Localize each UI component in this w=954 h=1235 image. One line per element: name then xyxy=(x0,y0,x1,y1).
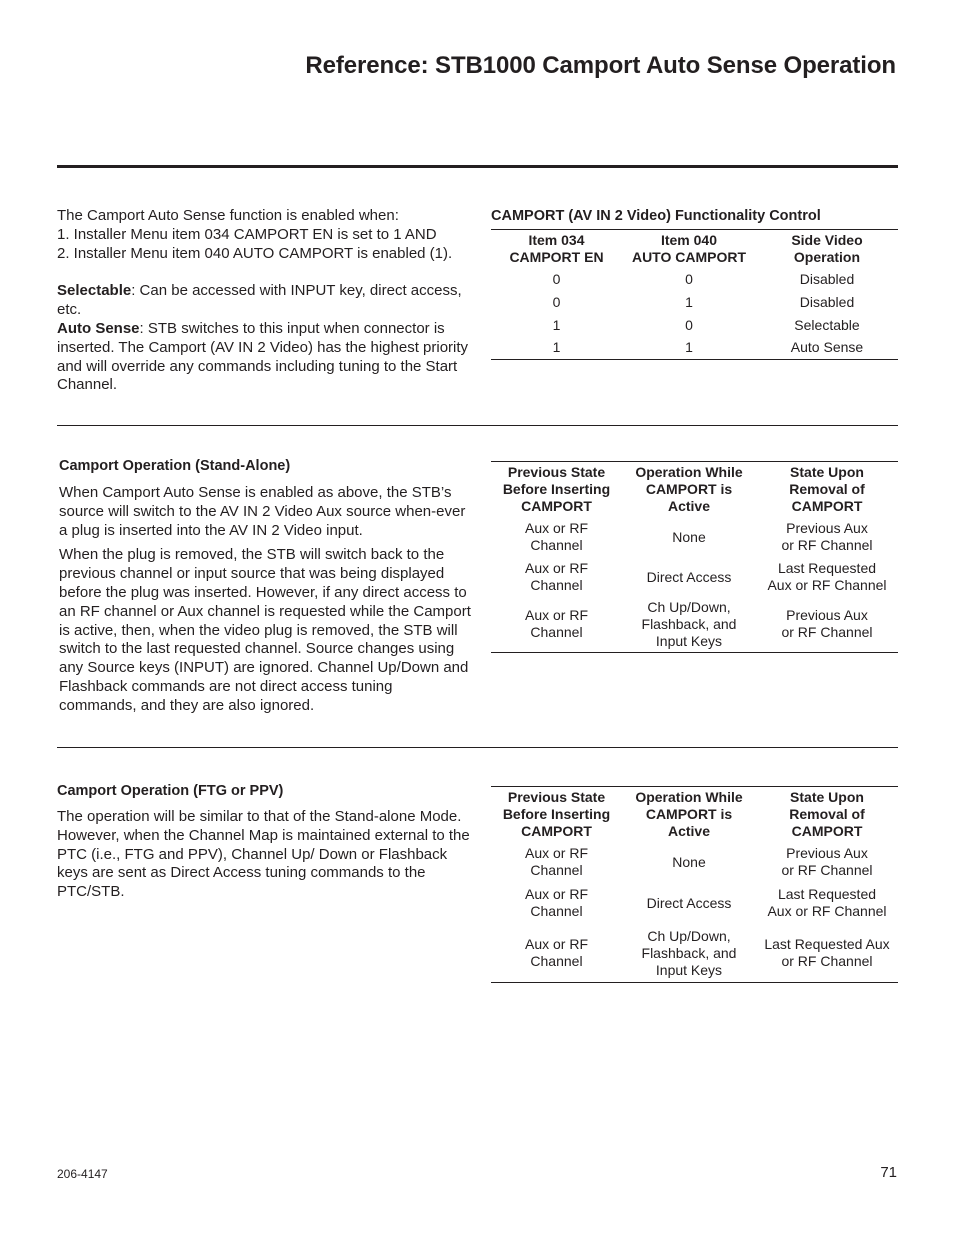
standalone-paragraph: When the plug is removed, the STB will switch back to the previous channel or input source that was being displayed before the plug was inserted. However, if any direct access to an RF channel or Aux channel is requested while the Camport is active, then, when the video plug is removed, the STB will switch to the last requested channel. Source changes using any Source keys (INPUT) are ignored. Channel Up/Down and Flashback commands are not direct access tuning commands, and they are also ignored. xyxy=(59,546,471,714)
table3-header: Operation While CAMPORT is Active xyxy=(635,788,743,839)
table2-bottom-rule xyxy=(491,652,898,653)
table2-cell: None xyxy=(672,528,706,545)
table2-header: Previous State Before Inserting CAMPORT xyxy=(502,463,611,514)
table1-cell: 1 xyxy=(685,338,693,355)
table2-cell: Aux or RF Channel xyxy=(524,520,588,553)
page-number: 71 xyxy=(880,1164,897,1181)
table3 xyxy=(491,786,898,982)
table3-bottom-rule xyxy=(491,982,898,983)
table3-cell: Aux or RF Channel xyxy=(524,936,588,969)
table1-cell: 0 xyxy=(552,270,561,287)
autosense-text: : STB switches to this input when connector is inserted. The Camport (AV IN 2 Video) has the highest priority and will override any commands including tuning to the Start Channel. xyxy=(57,319,469,394)
table1-cell: 0 xyxy=(552,293,561,310)
table1-bottom-rule xyxy=(491,359,898,360)
intro-line: 1. Installer Menu item 034 CAMPORT EN is set to 1 AND xyxy=(57,225,437,243)
table3-cell: Last Requested Aux or RF Channel xyxy=(767,886,887,919)
table2-cell: Direct Access xyxy=(646,568,732,585)
title-divider xyxy=(57,165,898,168)
section-divider xyxy=(57,425,898,426)
autosense-term: Auto Sense xyxy=(57,319,140,337)
table1-cell: 1 xyxy=(685,293,693,310)
table3-header: State Upon Removal of CAMPORT xyxy=(789,788,865,839)
table2-cell: Last Requested Aux or RF Channel xyxy=(767,560,887,593)
standalone-heading: Camport Operation (Stand-Alone) xyxy=(59,458,291,474)
selectable-definition xyxy=(57,282,477,320)
table1-cell: 1 xyxy=(552,338,561,355)
table1-cell: 0 xyxy=(685,270,693,287)
ftg-paragraph: The operation will be similar to that of the Stand-alone Mode. However, when the Channel Map is maintained external to the PTC (i.e., FTG and PPV), Channel Up/ Down or Flashback keys are sent as Direct Access tuning commands to the PTC/STB. xyxy=(57,808,470,901)
table3-cell: Direct Access xyxy=(646,894,732,911)
table2-cell: Ch Up/Down, Flashback, and Input Keys xyxy=(641,598,737,649)
selectable-term: Selectable xyxy=(57,282,132,300)
intro-line: The Camport Auto Sense function is enabled when: xyxy=(57,207,399,224)
table3-cell: Aux or RF Channel xyxy=(524,845,588,878)
selectable-text: : Can be accessed with INPUT key, direct access, etc. xyxy=(57,282,462,319)
doc-number: 206-4147 xyxy=(57,1167,108,1181)
standalone-paragraph: When Camport Auto Sense is enabled as above, the STB’s source will switch to the AV IN 2 Video Aux source when-ever a plug is inserted into the AV IN 2 Video input. xyxy=(59,484,466,539)
table3-cell: Previous Aux or RF Channel xyxy=(781,845,873,878)
intro-text xyxy=(57,207,477,395)
table1-cell: Auto Sense xyxy=(790,338,864,355)
table3-cell: Last Requested Aux or RF Channel xyxy=(764,936,890,969)
table2-cell: Aux or RF Channel xyxy=(524,560,588,593)
table1-header: Side Video Operation xyxy=(791,232,863,265)
table1-cell: 0 xyxy=(685,316,693,333)
table1-title: CAMPORT (AV IN 2 Video) Functionality Control xyxy=(491,208,821,224)
table1-cell: Selectable xyxy=(794,316,860,333)
table2-cell: Aux or RF Channel xyxy=(524,607,588,640)
autosense-definition xyxy=(57,320,469,395)
table2-header: Operation While CAMPORT is Active xyxy=(635,463,743,514)
page-title: Reference: STB1000 Camport Auto Sense Operation xyxy=(305,52,896,79)
table2-cell: Previous Aux or RF Channel xyxy=(781,520,873,553)
ftg-heading: Camport Operation (FTG or PPV) xyxy=(57,783,284,799)
ftg-text xyxy=(57,808,471,902)
table3-cell: Ch Up/Down, Flashback, and Input Keys xyxy=(641,927,737,978)
table2-header: State Upon Removal of CAMPORT xyxy=(789,463,865,514)
table3-header: Previous State Before Inserting CAMPORT xyxy=(502,788,611,839)
intro-line: 2. Installer Menu item 040 AUTO CAMPORT is enabled (1). xyxy=(57,244,453,262)
table1 xyxy=(491,229,898,359)
table1-header: Item 034 CAMPORT EN xyxy=(509,232,604,265)
table1-cell: 1 xyxy=(552,316,561,333)
table3-cell: None xyxy=(672,853,706,870)
table1-cell: Disabled xyxy=(799,270,855,287)
table1-header: Item 040 AUTO CAMPORT xyxy=(631,232,747,265)
table2-cell: Previous Aux or RF Channel xyxy=(781,607,873,640)
standalone-text xyxy=(59,484,473,716)
table2 xyxy=(491,461,898,652)
table1-cell: Disabled xyxy=(799,293,855,310)
table3-cell: Aux or RF Channel xyxy=(524,886,588,919)
section-divider xyxy=(57,747,898,748)
